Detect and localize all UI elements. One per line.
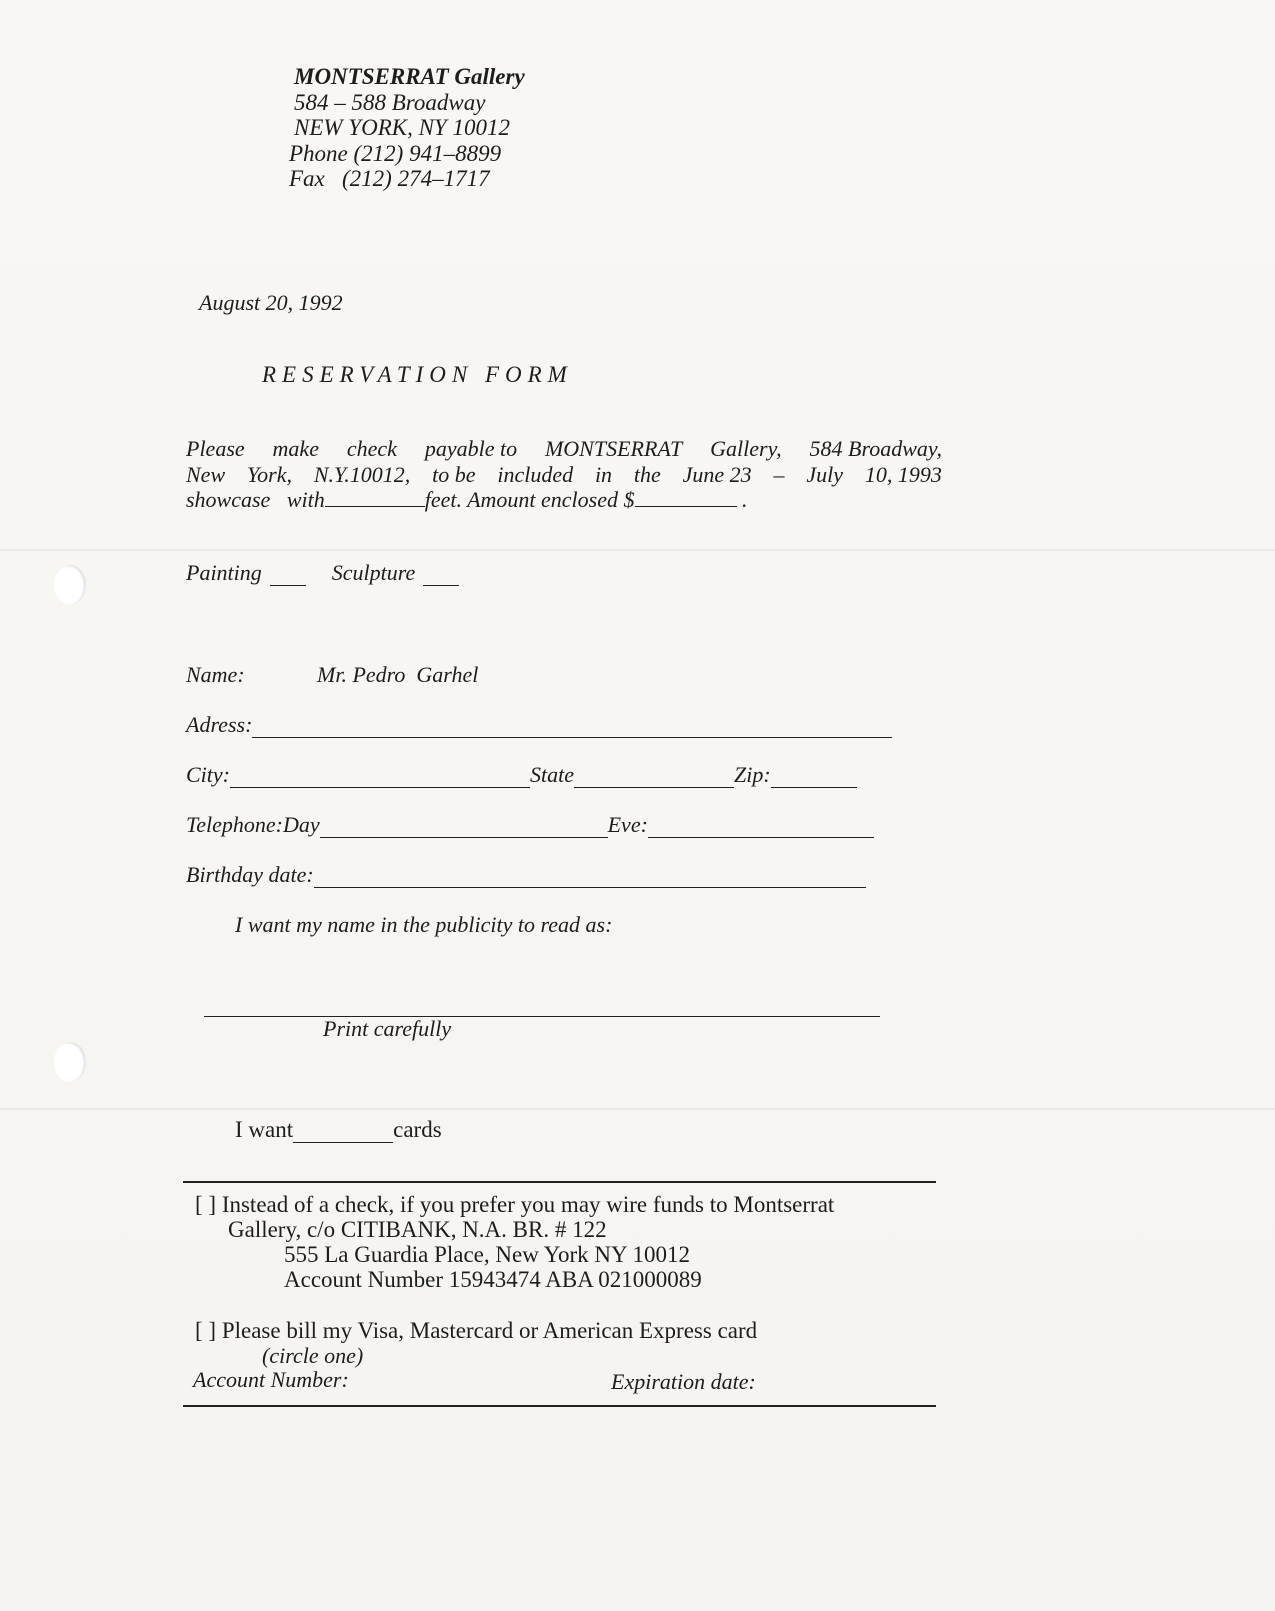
address-row	[186, 712, 892, 738]
intro-word: with	[286, 487, 325, 512]
section-divider	[183, 1181, 936, 1183]
intro-word: feet. Amount enclosed $	[424, 487, 635, 512]
intro-line-3	[186, 487, 942, 513]
name-row	[186, 662, 478, 688]
intro-word: June 23	[682, 461, 752, 487]
city-label: City:	[186, 762, 230, 787]
intro-word: the	[633, 461, 661, 487]
intro-line-1	[186, 436, 942, 462]
circle-one-note: (circle one)	[262, 1343, 364, 1368]
type-choice-row	[186, 560, 459, 586]
painting-label: Painting	[186, 560, 262, 585]
intro-word: included	[497, 461, 574, 487]
address-label: Adress:	[186, 712, 253, 737]
print-carefully-hint: Print carefully	[323, 1016, 452, 1041]
publicity-name-field[interactable]	[204, 1016, 880, 1017]
intro-word: 584 Broadway,	[809, 436, 942, 461]
feet-field[interactable]	[325, 488, 425, 507]
intro-word: showcase	[186, 487, 271, 512]
intro-word: York,	[246, 461, 293, 487]
gallery-city: NEW YORK, NY 10012	[294, 115, 510, 140]
intro-paragraph	[186, 436, 942, 513]
wire-account-line: Account Number 15943474 ABA 021000089	[284, 1267, 702, 1292]
gallery-name: MONTSERRAT Gallery	[294, 64, 525, 89]
intro-word: Please	[186, 436, 245, 461]
intro-word: –	[773, 461, 785, 487]
cards-row	[235, 1117, 442, 1143]
telephone-eve-field[interactable]	[648, 817, 874, 838]
sculpture-blank[interactable]	[423, 567, 459, 586]
city-field[interactable]	[230, 767, 530, 788]
birthday-field[interactable]	[314, 867, 866, 888]
punch-hole	[54, 565, 86, 605]
name-label: Name:	[186, 662, 245, 687]
telephone-day-field[interactable]	[320, 817, 608, 838]
intro-line-2	[186, 462, 942, 488]
cards-label-b: cards	[393, 1117, 442, 1142]
intro-word: MONTSERRAT	[544, 436, 683, 461]
telephone-day-label: Telephone:Day	[186, 812, 320, 837]
intro-word: Gallery,	[710, 436, 782, 461]
card-info-line[interactable]	[183, 1405, 936, 1407]
wire-option-line[interactable]: [ ] Instead of a check, if you prefer you may wire funds to Montserrat	[195, 1192, 835, 1217]
wire-address-line: 555 La Guardia Place, New York NY 10012	[284, 1242, 691, 1267]
address-field[interactable]	[252, 717, 892, 738]
intro-word: make	[272, 436, 319, 461]
zip-field[interactable]	[771, 767, 857, 788]
paper-fold	[0, 549, 1275, 551]
gallery-address: 584 – 588 Broadway	[294, 89, 486, 115]
card-bill-option[interactable]: [ ] Please bill my Visa, Mastercard or American Express card	[195, 1318, 758, 1343]
intro-word: New	[186, 461, 226, 487]
intro-period: .	[742, 487, 748, 512]
publicity-prompt: I want my name in the publicity to read as:	[235, 912, 613, 937]
cards-quantity-field[interactable]	[293, 1122, 393, 1143]
city-row	[186, 762, 857, 788]
amount-field[interactable]	[635, 488, 737, 507]
punch-hole	[54, 1042, 86, 1082]
zip-label: Zip:	[734, 762, 771, 787]
form-title: RESERVATION FORM	[262, 362, 573, 387]
sculpture-label: Sculpture	[331, 560, 416, 585]
wire-bank-line: Gallery, c/o CITIBANK, N.A. BR. # 122	[228, 1217, 607, 1242]
birthday-label: Birthday date:	[186, 862, 314, 887]
cards-label-a: I want	[235, 1117, 294, 1142]
intro-word: 10, 1993	[864, 461, 942, 487]
gallery-fax: Fax (212) 274–1717	[289, 166, 490, 191]
birthday-row	[186, 862, 866, 888]
name-value[interactable]: Mr. Pedro Garhel	[317, 662, 479, 687]
account-number-label: Account Number:	[193, 1367, 349, 1392]
letter-date: August 20, 1992	[199, 290, 343, 315]
painting-blank[interactable]	[270, 567, 306, 586]
telephone-row	[186, 812, 874, 838]
intro-word: payable to	[424, 436, 518, 461]
wire-section	[195, 1192, 834, 1292]
intro-word: N.Y.10012,	[313, 461, 411, 487]
intro-word: check	[346, 436, 397, 461]
state-field[interactable]	[574, 767, 734, 788]
intro-word: to be	[432, 461, 476, 487]
state-label: State	[530, 762, 574, 787]
paper-fold	[0, 1108, 1275, 1110]
intro-word: July	[806, 461, 844, 487]
letterhead	[289, 64, 525, 192]
gallery-phone: Phone (212) 941–8899	[289, 140, 502, 166]
expiration-date-label: Expiration date:	[611, 1369, 756, 1394]
intro-word: in	[594, 461, 613, 487]
eve-label: Eve:	[607, 812, 648, 837]
